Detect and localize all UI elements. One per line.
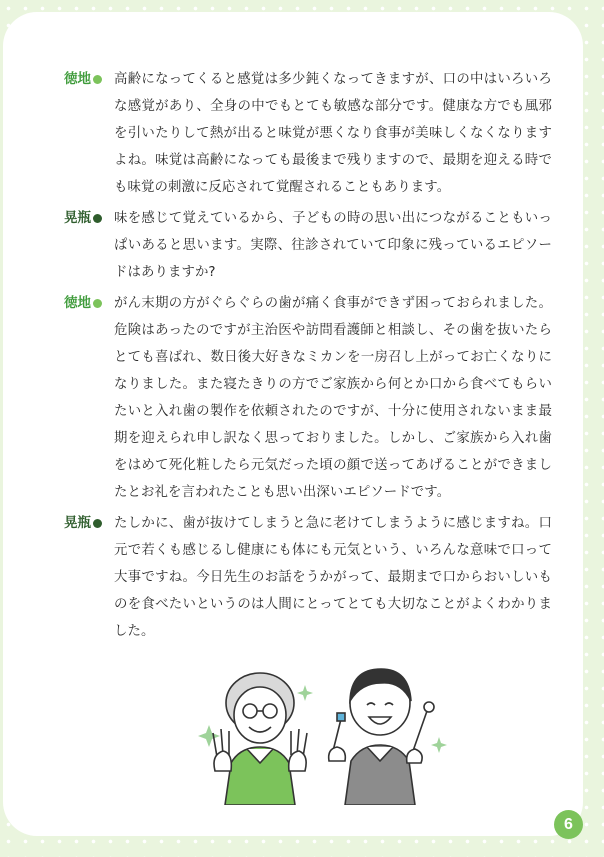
illustration-svg xyxy=(195,655,455,805)
speaker-dot-icon xyxy=(93,519,102,528)
elderly-woman-figure xyxy=(213,673,307,805)
illustration xyxy=(195,655,455,809)
speaker-name: 徳地 xyxy=(64,71,91,87)
speaker-label xyxy=(64,290,114,317)
speech-text: 高齢になってくると感覚は多少鈍くなってきますが、口の中はいろいろな感覚があり、全身の中でもとても敏感な部分です。健康な方でも風邪を引いたりして熱が出ると味覚が悪くなり食事が美味しくなくなりますよね。味覚は高齢になっても最後まで残りますので、最期を迎える時でも味覚の刺激に反応されて覚醒されることもあります。 xyxy=(114,72,552,195)
speaker-name: 晃瓶 xyxy=(64,210,91,226)
dialogue-turn xyxy=(64,290,552,506)
speaker-dot-icon xyxy=(93,75,102,84)
speaker-name: 徳地 xyxy=(64,295,91,311)
speaker-label xyxy=(64,205,114,232)
speaker-label xyxy=(64,510,114,537)
speech-text: 味を感じて覚えているから、子どもの時の思い出につながることもいっぱいあると思います。実際、往診されていて印象に残っているエピソードはありますか? xyxy=(114,211,552,280)
dialogue-turn xyxy=(64,66,552,201)
speaker-dot-icon xyxy=(93,299,102,308)
speech-text: たしかに、歯が抜けてしまうと急に老けてしまうように感じますね。口元で若くも感じるし健康にも体にも元気という、いろんな意味で口って大事ですね。今日先生のお話をうかがって、最期まで口からおいしいものを食べたいというのは人間にとってとても大切なことがよくわかりました。 xyxy=(114,516,552,639)
dialogue xyxy=(64,66,552,649)
dentist-figure xyxy=(329,669,434,805)
speaker-name: 晃瓶 xyxy=(64,515,91,531)
page-number-badge: 6 xyxy=(554,810,583,839)
dialogue-turn xyxy=(64,205,552,286)
speaker-dot-icon xyxy=(93,214,102,223)
speech-text: がん末期の方がぐらぐらの歯が痛く食事ができず困っておられました。危険はあったのですが主治医や訪問看護師と相談し、その歯を抜いたらとても喜ばれ、数日後大好きなミカンを一房召し上がってお亡くなりになりました。また寝たきりの方でご家族から何とか口から食べてもらいたいと入れ歯の製作を依頼されたのですが、十分に使用されないまま最期を迎えられ申し訳なく思っておりました。しかし、ご家族から入れ歯をはめて死化粧したら元気だった頃の顔で送ってあげることができましたとお礼を言われたことも思い出深いエピソードです。 xyxy=(114,296,552,500)
dialogue-turn xyxy=(64,510,552,645)
speaker-label xyxy=(64,66,114,93)
